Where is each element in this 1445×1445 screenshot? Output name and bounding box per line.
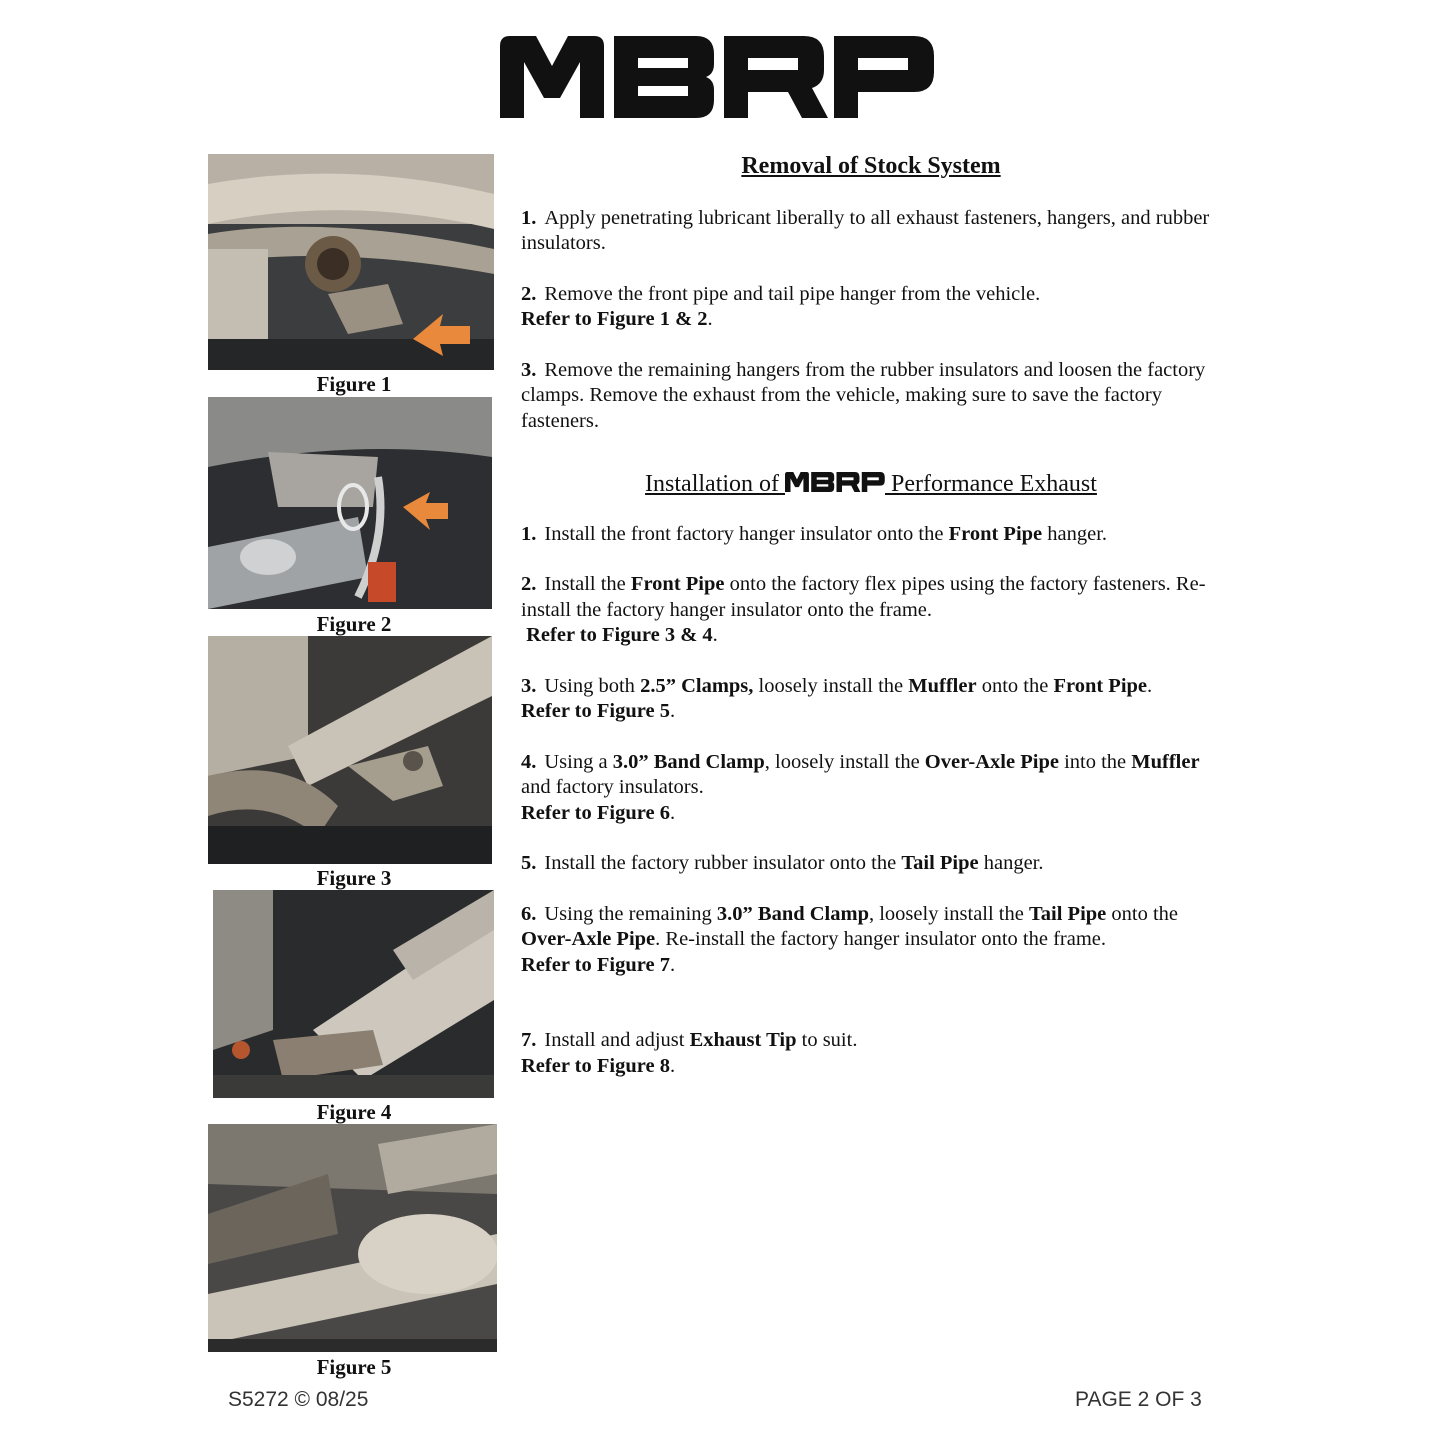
figure-4-caption: Figure 4 xyxy=(316,1100,392,1124)
doc-code: S5272 © 08/25 xyxy=(228,1388,369,1411)
removal-step-3: 3. Remove the remaining hangers from the rubber insulators and loosen the factory clamps. Remove the exhaust from the vehicle, making sure to save the factory fasteners. xyxy=(521,358,1206,432)
figure-2-photo xyxy=(208,397,492,609)
figure-5-caption: Figure 5 xyxy=(316,1355,392,1379)
figure-5-photo xyxy=(208,1124,497,1352)
figure-reference: Refer to Figure 8 xyxy=(521,1054,670,1077)
page-number: PAGE 2 OF 3 xyxy=(1075,1388,1202,1411)
figure-1-photo xyxy=(208,154,494,370)
install-step-2: 2. Install the Front Pipe onto the factory flex pipes using the factory fasteners. Re-install the factory hanger insulator onto the frame. Refer to Figure 3 & 4. xyxy=(521,573,1206,646)
install-step-7: 7. Install and adjust Exhaust Tip to suit. Refer to Figure 8. xyxy=(521,1029,858,1077)
figure-4-photo xyxy=(213,890,494,1098)
install-title: Installation of Performance Exhaust xyxy=(645,471,1097,497)
figure-3-photo xyxy=(208,636,492,864)
figure-3-caption: Figure 3 xyxy=(316,866,392,890)
removal-step-2: 2. Remove the front pipe and tail pipe hanger from the vehicle. Refer to Figure 1 & 2. xyxy=(521,282,1041,330)
install-step-6: 6. Using the remaining 3.0” Band Clamp, loosely install the Tail Pipe onto the Over-Axle Pipe. Re-install the factory hanger insulator onto the frame. Refer to Figure 7. xyxy=(521,902,1179,976)
figure-1-caption: Figure 1 xyxy=(316,372,392,396)
figure-reference: Refer to Figure 6 xyxy=(521,801,670,824)
install-step-1: 1. Install the front factory hanger insulator onto the Front Pipe hanger. xyxy=(521,522,1108,545)
removal-title: Removal of Stock System xyxy=(741,153,1001,179)
figure-reference: Refer to Figure 5 xyxy=(521,700,670,722)
removal-step-1: 1. Apply penetrating lubricant liberally to all exhaust fasteners, hangers, and rubber insulators. xyxy=(521,206,1210,254)
figure-reference: Refer to Figure 1 & 2 xyxy=(521,308,708,330)
install-step-4: 4. Using a 3.0” Band Clamp, loosely install the Over-Axle Pipe into the Muffler and factory insulators. Refer to Figure 6. xyxy=(521,750,1200,824)
mbrp-logo xyxy=(500,36,935,118)
instructions xyxy=(521,150,1221,1104)
install-step-5: 5. Install the factory rubber insulator onto the Tail Pipe hanger. xyxy=(521,852,1044,874)
figure-reference: Refer to Figure 3 & 4 xyxy=(526,624,713,646)
figure-reference: Refer to Figure 7 xyxy=(521,953,670,976)
mbrp-inline-logo xyxy=(785,472,885,492)
install-step-3: 3. Using both 2.5” Clamps, loosely install the Muffler onto the Front Pipe. Refer to Figure 5. xyxy=(521,674,1153,722)
figure-2-caption: Figure 2 xyxy=(316,612,392,636)
